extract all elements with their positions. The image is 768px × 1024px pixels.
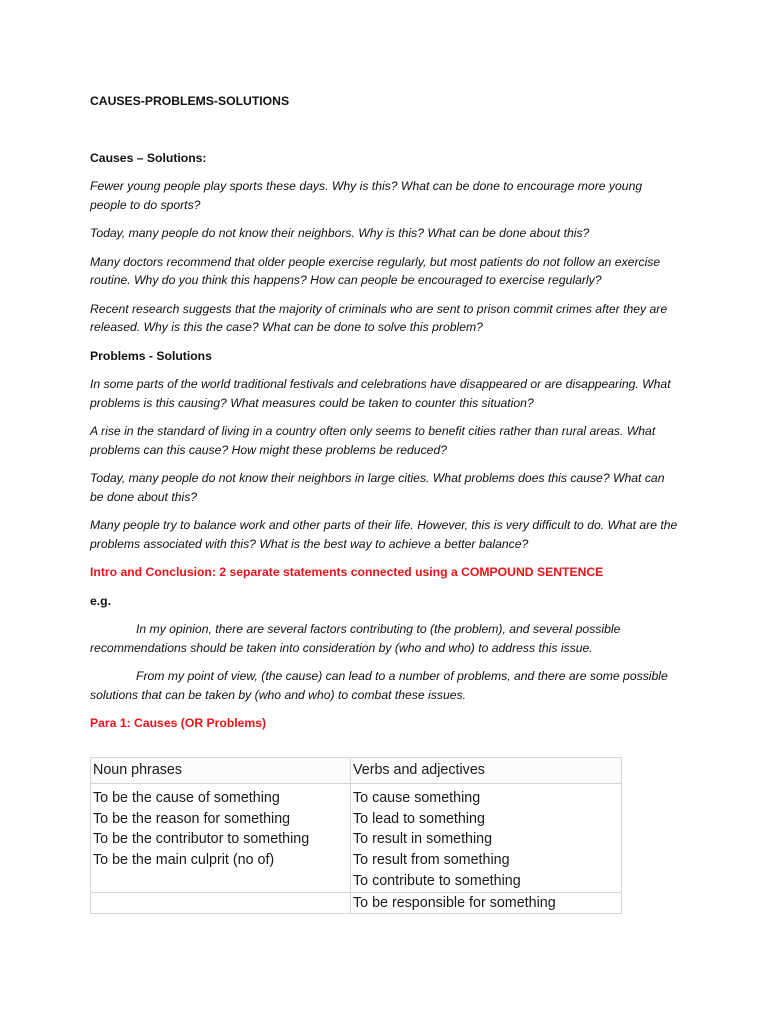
noun-phrase: To be the main culprit (no of) <box>93 852 275 869</box>
noun-phrases-cell <box>91 784 351 893</box>
phrases-table <box>90 757 622 914</box>
para1-heading: Para 1: Causes (OR Problems) <box>90 716 267 730</box>
empty-cell <box>91 892 351 914</box>
question-paragraph: Fewer young people play sports these days. Why is this? What can be done to encourage more young people to do sports? <box>90 179 643 212</box>
question-paragraph: Today, many people do not know their neighbors in large cities. What problems does this cause? What can be done about this? <box>90 471 665 504</box>
question-paragraph: Many people try to balance work and other parts of their life. However, this is very difficult to do. What are the problems associated with this? What is the best way to achieve a better balance? <box>90 518 678 551</box>
question-paragraph: A rise in the standard of living in a country often only seems to benefit cities rather than rural areas. What problems can this cause? How might these problems be reduced? <box>90 424 656 457</box>
table-header-row <box>91 758 622 784</box>
noun-phrase: To be the contributor to something <box>93 831 310 848</box>
column-header-verbs-adjectives: Verbs and adjectives <box>351 758 622 784</box>
verb-phrase: To contribute to something <box>353 872 521 889</box>
table-row <box>91 784 622 893</box>
verb-phrase: To be responsible for something <box>351 892 622 914</box>
example-sentence: In my opinion, there are several factors contributing to (the problem), and several possible recommendations should be taken into consideration by (who and who) to address this issue. <box>90 622 621 655</box>
verbs-cell <box>351 784 622 893</box>
verb-phrase: To lead to something <box>353 810 485 827</box>
example-sentence: From my point of view, (the cause) can lead to a number of problems, and there are some possible solutions that can be taken by (who and who) to combat these issues. <box>90 669 668 702</box>
document-body <box>90 92 680 743</box>
table-row <box>91 892 622 914</box>
question-paragraph: Recent research suggests that the majority of criminals who are sent to prison commit crimes after they are released. Why is this the case? What can be done to solve this problem? <box>90 301 668 334</box>
column-header-noun-phrases: Noun phrases <box>91 758 351 784</box>
verb-phrase: To result in something <box>353 831 493 848</box>
question-paragraph: In some parts of the world traditional festivals and celebrations have disappeared or are disappearing. What problems is this causing? What measures could be taken to counter this situation? <box>90 377 671 410</box>
question-paragraph: Today, many people do not know their neighbors. Why is this? What can be done about this? <box>90 226 590 240</box>
noun-phrase: To be the cause of something <box>93 790 280 806</box>
section-heading-causes-solutions: Causes – Solutions: <box>90 150 207 165</box>
question-paragraph: Many doctors recommend that older people exercise regularly, but most patients do not follow an exercise routine. Why do you think this happens? How can people be encouraged to exercise regularly? <box>90 254 661 287</box>
section-heading-problems-solutions: Problems - Solutions <box>90 348 212 363</box>
page-title: CAUSES-PROBLEMS-SOLUTIONS <box>90 94 290 108</box>
verb-phrase: To cause something <box>353 790 481 806</box>
verb-phrase: To result from something <box>353 852 510 869</box>
eg-label: e.g. <box>90 593 111 608</box>
noun-phrase: To be the reason for something <box>93 810 291 827</box>
intro-conclusion-note: Intro and Conclusion: 2 separate statements connected using a COMPOUND SENTENCE <box>90 565 604 579</box>
